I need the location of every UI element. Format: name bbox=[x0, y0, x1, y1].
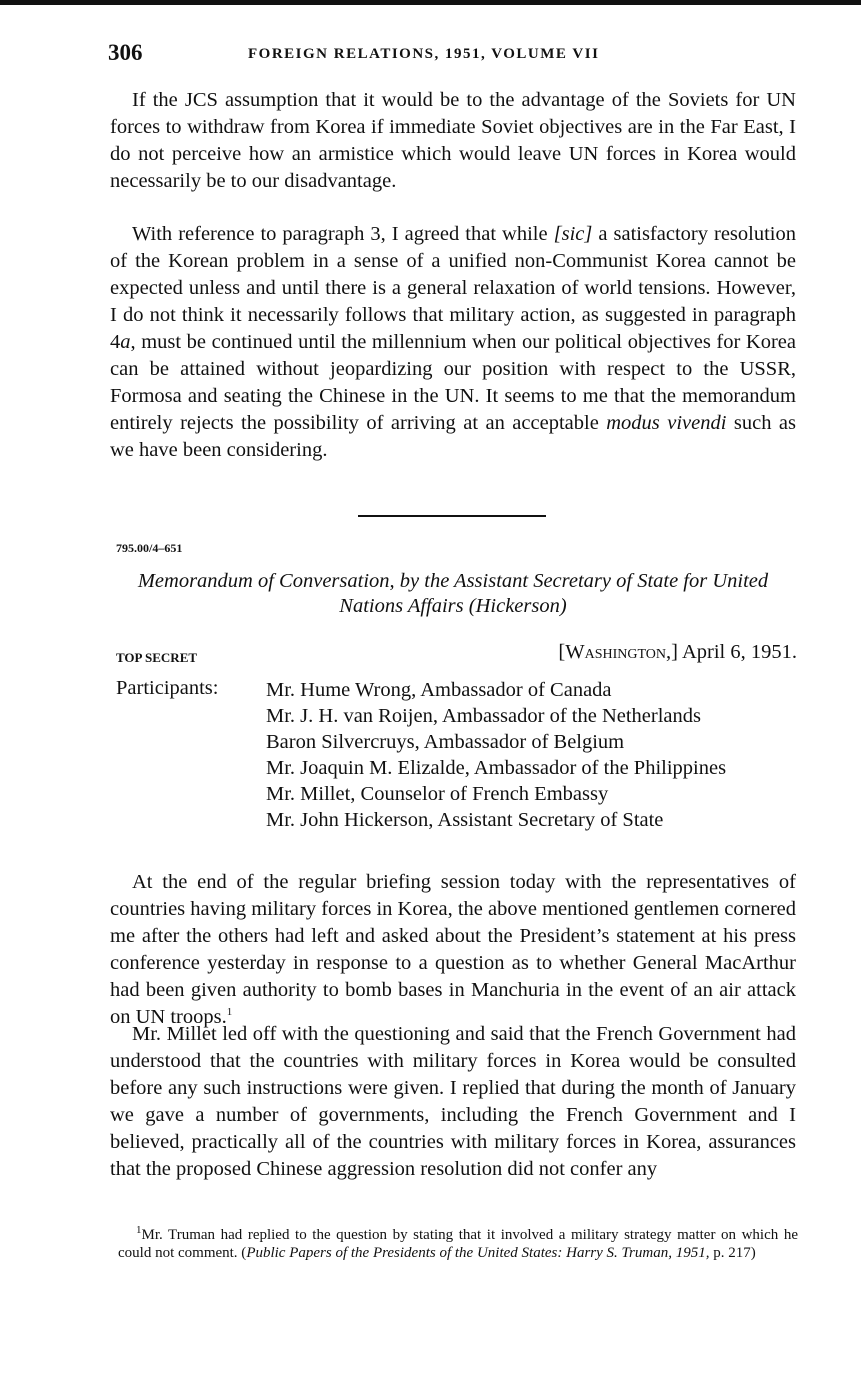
participant-item: Baron Silvercruys, Ambassador of Belgium bbox=[266, 731, 625, 753]
dateline: [Washington,] April 6, 1951. bbox=[558, 641, 797, 663]
footnote: $^1$Mr. Truman had replied to the question by stating that it involved a military strategy matter on which he could not comment. (Public Papers of the Presidents of the United States: Harry S. Truman, 1951, p. 217) bbox=[118, 1224, 798, 1261]
page-header bbox=[108, 40, 798, 70]
page-number: 306 bbox=[108, 40, 143, 65]
participant-item: Mr. Joaquin M. Elizalde, Ambassador of the Philippines bbox=[266, 757, 727, 779]
top-border bbox=[0, 0, 861, 5]
running-title: FOREIGN RELATIONS, 1951, VOLUME VII bbox=[248, 46, 600, 62]
participant-item: Mr. J. H. van Roijen, Ambassador of the Netherlands bbox=[266, 705, 701, 727]
document-title: Memorandum of Conversation, by the Assistant Secretary of State for United Nations Affairs (Hickerson) bbox=[137, 570, 769, 617]
section-divider bbox=[358, 515, 546, 517]
intro-paragraph-2: With reference to paragraph 3, I agreed that while [sic] a satisfactory resolution of the Korean problem in a sense of a unified non-Communist Korea cannot be expected unless and until there is a general relaxation of world tensions. However, I do not think it necessarily follows that military action, as suggested in paragraph 4a, must be continued until the millennium when our political objectives for Korea can be attained without jeopardizing our position with respect to the USSR, Formosa and seating the Chinese in the UN. It seems to me that the memorandum entirely rejects the possibility of arriving at an acceptable modus vivendi such as we have been considering. bbox=[110, 223, 796, 461]
document-file-number: 795.00/4–651 bbox=[116, 541, 183, 555]
participant-item: Mr. John Hickerson, Assistant Secretary of State bbox=[266, 809, 664, 831]
participants-label: Participants: bbox=[116, 677, 219, 699]
footnote-reference[interactable]: 1 bbox=[226, 1006, 233, 1019]
footnote-marker: 1 bbox=[136, 1224, 142, 1236]
participant-item: Mr. Millet, Counselor of French Embassy bbox=[266, 783, 609, 805]
participants-list bbox=[266, 677, 798, 833]
intro-paragraph-1: If the JCS assumption that it would be to the advantage of the Soviets for UN forces to withdraw from Korea if immediate Soviet objectives are in the Far East, I do not perceive how an armistice which would leave UN forces in Korea would necessarily be to our disadvantage. bbox=[110, 89, 796, 192]
participant-item: Mr. Hume Wrong, Ambassador of Canada bbox=[266, 679, 612, 701]
classification-label: TOP SECRET bbox=[116, 650, 198, 665]
body-paragraph-2: Mr. Millet led off with the questioning and said that the French Government had understood that the countries with military forces in Korea would be consulted before any such instructions were given. I replied that during the month of January we gave a number of governments, including the French Government and I believed, practically all of the countries with military forces in Korea, assurances that the proposed Chinese aggression resolution did not confer any bbox=[110, 1023, 796, 1180]
body-paragraph-1: At the end of the regular briefing session today with the representatives of countries having military forces in Korea, the above mentioned gentlemen cornered me after the others had left and asked about the President’s statement at his press conference yesterday in response to a question as to whether General MacArthur had been given authority to bomb bases in Manchuria in the event of an air attack on UN troops.$^1$ bbox=[110, 871, 796, 1028]
